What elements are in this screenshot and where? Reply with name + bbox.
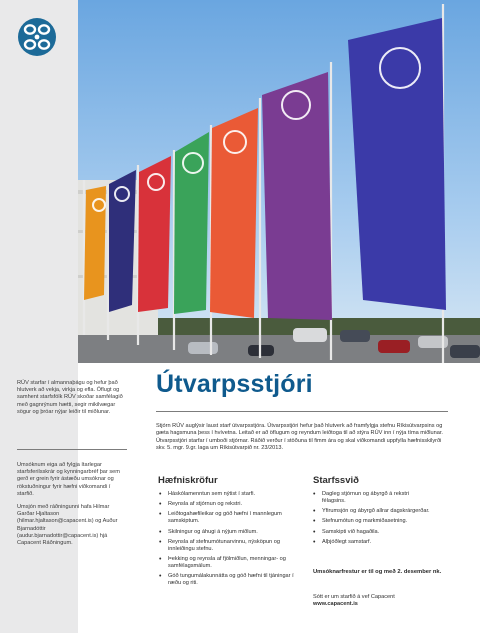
list-item: • Stefnumótun og markmiðasetning. (313, 518, 433, 525)
duties-heading: Starfssvið (313, 475, 359, 486)
requirements-list (159, 491, 304, 590)
list-item: • Skilningur og áhugi á nýjum miðlum. (159, 529, 304, 536)
list-item: • Góð tungumálakunnátta og góð hæfni til tjáningar í ræðu og riti. (159, 573, 304, 587)
apply-link[interactable]: www.capacent.is (313, 601, 358, 608)
sidebar-divider (17, 449, 127, 450)
list-item: • Háskólamenntun sem nýtist í starfi. (159, 491, 304, 498)
intro-paragraph: Stjórn RÚV auglýsir laust starf útvarpsstjóra. Útvarpsstjóri hefur það hlutverk að framfylgja stefnu Ríkisútvarpsins og gæta hagsmuna þess í hvívetna. Leitað er að öflugum og reyndum leiðtoga til að stýra RÚV inn í nýja tíma miðlunar. Útvarpsstjóri starfar í umboði stjórnar. Ráðið verður í stöðuna til fimm ára og skal viðkomandi uppfylla hæfnisskilyrði skv. 5. mgr. 9.gr. laga um Ríkisútvarpið nr. 23/2013. (156, 423, 443, 451)
sidebar-application-info (17, 462, 124, 553)
sidebar-intro (17, 380, 124, 422)
ruv-flags-photo-icon (78, 0, 480, 363)
list-item: • Þekking og reynsla af fjölmiðlun, menningar- og samfélagsmálum. (159, 556, 304, 570)
title-divider (156, 411, 448, 412)
list-item: • Yfirumsjón og ábyrgð allrar dagskrárgerðar. (313, 508, 433, 515)
list-item: • Reynsla af stefnumótunarvinnu, nýsköpun og innleiðingu stefnu. (159, 539, 304, 553)
list-item: • Dagleg stjórnun og ábyrgð á rekstri félagsins. (313, 491, 433, 505)
apply-text: Sótt er um starfið á vef Capacent (313, 594, 395, 600)
ruv-logo-icon (17, 17, 57, 57)
sidebar-paragraph-applications: Umsóknum eiga að fylgja ítarlegar starfsferilsskrár og kynningarbréf þar sem gerð er grein fyrir ástæðu umsóknar og rökstuðningur fyrir hæfni viðkomandi í starfið. (17, 462, 120, 497)
list-item: • Samskipti við hagaðila. (313, 529, 433, 536)
sidebar-paragraph-contacts: Umsjón með ráðningunni hafa Hilmar Garðar Hjaltason (hilmar.hjaltason@capacent.is) og Auður Bjarnadóttir (audur.bjarnadottir@capacent.is) hjá Capacent Ráðningum. (17, 504, 118, 547)
flags-photo (78, 0, 480, 363)
requirements-heading: Hæfniskröfur (158, 475, 218, 486)
list-item: • Reynsla af stjórnun og rekstri. (159, 501, 304, 508)
list-item: • Leiðtogahæfileikar og góð hæfni í mannlegum samskiptum. (159, 511, 304, 525)
sidebar-paragraph-ruv: RÚV starfar í almannaþágu og hefur það hlutverk að vekja, virkja og efla. Öflugt og samhent starfsfólk RÚV skoðar samfélagið með gagnrýnum hætti, segir mikilvægar sögur og þróar nýjar leiðir til miðlunar. (17, 380, 123, 415)
duties-list (313, 491, 433, 549)
list-item: • Alþjóðlegt samstarf. (313, 539, 433, 546)
apply-info (313, 594, 443, 609)
page-title: Útvarpsstjóri (156, 370, 313, 398)
application-deadline: Umsóknarfrestur er til og með 2. desember nk. (313, 569, 442, 575)
